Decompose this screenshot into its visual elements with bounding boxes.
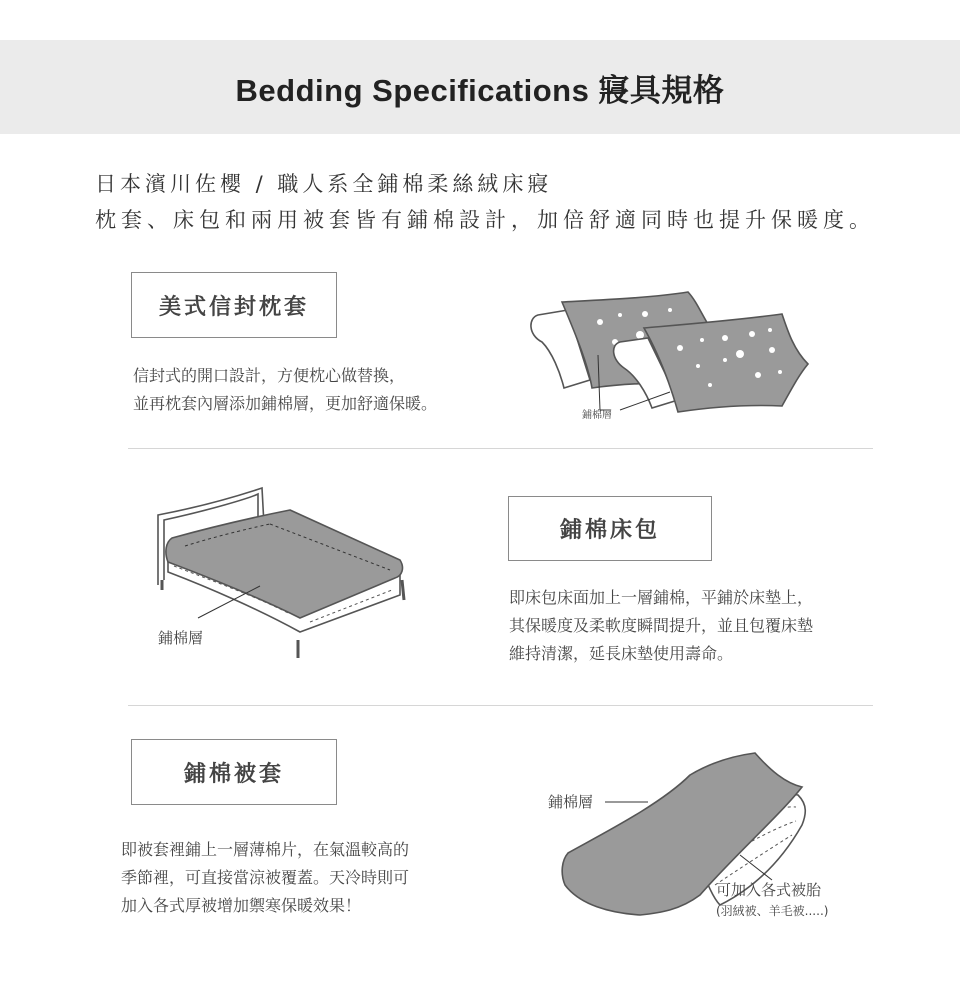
- duvet-cover-label: 鋪棉被套: [183, 761, 284, 787]
- header-band: [0, 40, 960, 134]
- page-title: Bedding Specifications 寢具規格: [235, 72, 725, 108]
- section-divider-2: [128, 705, 873, 706]
- pillowcase-callout-label: 鋪棉層: [582, 410, 612, 421]
- pillowcase-icon: [520, 280, 820, 430]
- duvet-cover-callout-label: 鋪棉層: [548, 793, 594, 811]
- intro-line-1: 日本濱川佐櫻 / 職人系全鋪棉柔絲絨床寢: [95, 172, 553, 196]
- fitted-sheet-desc-line-1: 即床包床面加上一層鋪棉，平鋪於床墊上，: [509, 588, 814, 607]
- duvet-cover-label-box: [131, 739, 337, 805]
- duvet-cover-icon: [540, 745, 870, 920]
- duvet-cover-callout2-line-1: 可加入各式被胎: [716, 881, 822, 899]
- duvet-cover-desc-line-3: 加入各式厚被增加禦寒保暖效果！: [121, 896, 362, 915]
- pillowcase-desc-line-2: 並再枕套內層添加鋪棉層，更加舒適保暖。: [133, 394, 438, 413]
- duvet-cover-description: [121, 836, 409, 920]
- intro-text: [95, 166, 875, 238]
- pillowcase-description: [133, 362, 437, 418]
- fitted-sheet-label-box: [508, 496, 712, 561]
- duvet-cover-callout2-line-2: (羽絨被、羊毛被.....): [716, 904, 829, 918]
- pillowcase-label: 美式信封枕套: [158, 294, 309, 320]
- pillowcase-label-box: [131, 272, 337, 338]
- fitted-sheet-callout-label: 鋪棉層: [158, 629, 204, 647]
- pillowcase-desc-line-1: 信封式的開口設計，方便枕心做替換，: [133, 366, 406, 385]
- section-divider-1: [128, 448, 873, 449]
- intro-line-2: 枕套、床包和兩用被套皆有鋪棉設計，加倍舒適同時也提升保暖度。: [95, 208, 875, 232]
- fitted-sheet-desc-line-3: 維持清潔，延長床墊使用壽命。: [509, 644, 734, 663]
- duvet-cover-desc-line-2: 季節裡，可直接當涼被覆蓋。天冷時則可: [121, 868, 410, 887]
- fitted-sheet-label: 鋪棉床包: [559, 518, 660, 543]
- fitted-sheet-bed-icon: [150, 480, 420, 670]
- fitted-sheet-desc-line-2: 其保暖度及柔軟度瞬間提升，並且包覆床墊: [509, 616, 814, 635]
- duvet-cover-desc-line-1: 即被套裡鋪上一層薄棉片，在氣溫較高的: [121, 840, 410, 859]
- fitted-sheet-description: [509, 584, 813, 668]
